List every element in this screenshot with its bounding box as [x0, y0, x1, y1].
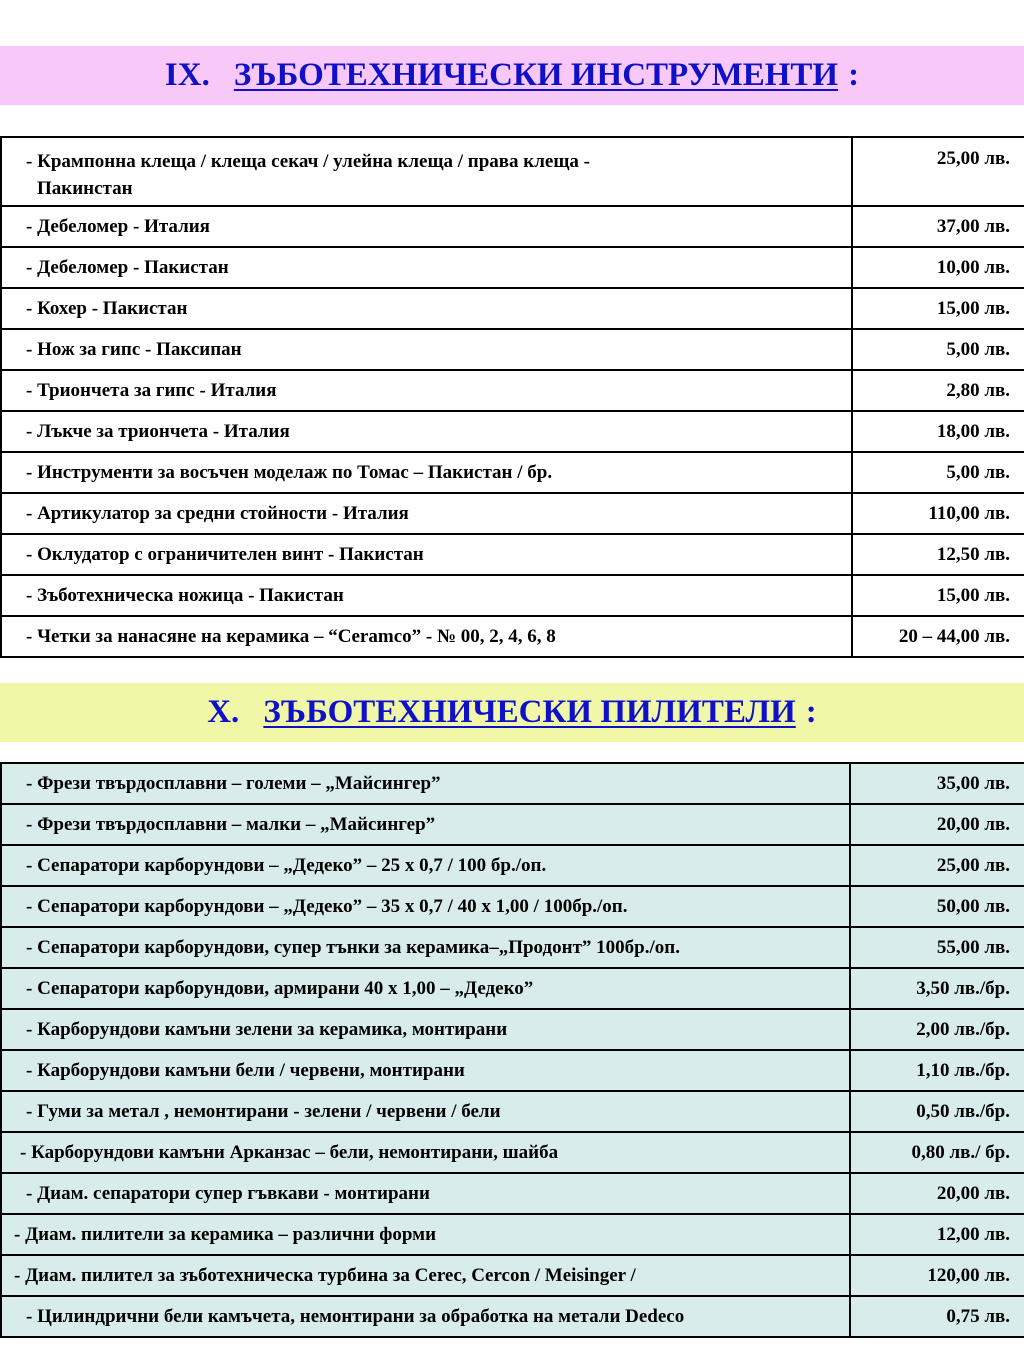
item-price: 1,10 лв./бр. — [850, 1050, 1024, 1091]
item-price: 35,00 лв. — [850, 763, 1024, 804]
table-row — [1, 370, 1024, 411]
item-name: - Цилиндрични бели камъчета, немонтирани за обработка на метали Dedeco — [1, 1296, 850, 1337]
item-name-line2: Пакинстан — [37, 178, 133, 199]
item-price: 10,00 лв. — [852, 247, 1024, 288]
table-row — [1, 616, 1024, 657]
item-name: - Диам. пилители за керамика – различни форми — [1, 1214, 850, 1255]
item-price: 110,00 лв. — [852, 493, 1024, 534]
item-name: - Зъботехническа ножица - Пакистан — [1, 575, 852, 616]
item-price: 25,00 лв. — [852, 137, 1024, 206]
table-row — [1, 493, 1024, 534]
item-name: - Гуми за метал , немонтирани - зелени / червени / бели — [1, 1091, 850, 1132]
item-price: 15,00 лв. — [852, 288, 1024, 329]
table-row — [1, 845, 1024, 886]
item-price: 2,00 лв./бр. — [850, 1009, 1024, 1050]
item-price: 15,00 лв. — [852, 575, 1024, 616]
table-row — [1, 1091, 1024, 1132]
item-name: - Диам. пилител за зъботехническа турбина за Cerec, Cercon / Meisinger / — [1, 1255, 850, 1296]
item-name: - Диам. сепаратори супер гъвкави - монтирани — [1, 1173, 850, 1214]
item-price: 18,00 лв. — [852, 411, 1024, 452]
item-name: - Сепаратори карборундови, супер тънки за керамика–„Продонт” 100бр./оп. — [1, 927, 850, 968]
section-colon: : — [805, 694, 817, 730]
table-row — [1, 1132, 1024, 1173]
item-price: 5,00 лв. — [852, 452, 1024, 493]
item-name: - Четки за нанасяне на керамика – “Ceramco” - № 00, 2, 4, 6, 8 — [1, 616, 852, 657]
item-name: - Дебеломер - Пакистан — [1, 247, 852, 288]
item-name: - Сепаратори карборундови – „Дедеко” – 25 х 0,7 / 100 бр./оп. — [1, 845, 850, 886]
table-row — [1, 1050, 1024, 1091]
item-name: - Инструменти за восъчен моделаж по Томас – Пакистан / бр. — [1, 452, 852, 493]
item-price: 37,00 лв. — [852, 206, 1024, 247]
item-price: 20,00 лв. — [850, 1173, 1024, 1214]
item-name — [1, 137, 852, 206]
section-heading-files — [0, 683, 1024, 742]
table-row — [1, 1296, 1024, 1337]
table-row — [1, 1255, 1024, 1296]
table-row — [1, 763, 1024, 804]
item-name: - Фрези твърдосплавни – големи – „Майсингер” — [1, 763, 850, 804]
item-name: - Карборундови камъни Арканзас – бели, немонтирани, шайба — [1, 1132, 850, 1173]
item-name: - Триончета за гипс - Италия — [1, 370, 852, 411]
table-row — [1, 329, 1024, 370]
section-number: X. — [207, 694, 240, 730]
item-name: - Артикулатор за средни стойности - Италия — [1, 493, 852, 534]
item-name: - Нож за гипс - Паксипан — [1, 329, 852, 370]
table-row — [1, 247, 1024, 288]
table-row — [1, 137, 1024, 206]
section-title: ЗЪБОТЕХНИЧЕСКИ ИНСТРУМЕНТИ — [233, 57, 839, 93]
item-price: 25,00 лв. — [850, 845, 1024, 886]
section-heading-instruments — [0, 46, 1024, 105]
item-price: 20,00 лв. — [850, 804, 1024, 845]
item-name: - Карборундови камъни бели / червени, монтирани — [1, 1050, 850, 1091]
files-price-table — [0, 762, 1024, 1338]
table-row — [1, 968, 1024, 1009]
item-name-line1: - Крампонна клеща / клеща секач / улейна клеща / права клеща - — [26, 151, 590, 172]
table-row — [1, 411, 1024, 452]
item-price: 5,00 лв. — [852, 329, 1024, 370]
item-price: 20 – 44,00 лв. — [852, 616, 1024, 657]
table-row — [1, 288, 1024, 329]
item-price: 2,80 лв. — [852, 370, 1024, 411]
item-price: 12,50 лв. — [852, 534, 1024, 575]
item-name: - Кохер - Пакистан — [1, 288, 852, 329]
item-name: - Сепаратори карборундови – „Дедеко” – 35 х 0,7 / 40 х 1,00 / 100бр./оп. — [1, 886, 850, 927]
item-price: 0,50 лв./бр. — [850, 1091, 1024, 1132]
item-name: - Дебеломер - Италия — [1, 206, 852, 247]
table-row — [1, 1173, 1024, 1214]
item-price: 120,00 лв. — [850, 1255, 1024, 1296]
table-row — [1, 575, 1024, 616]
table-row — [1, 804, 1024, 845]
instruments-price-table — [0, 136, 1024, 658]
table-row — [1, 1009, 1024, 1050]
item-price: 0,75 лв. — [850, 1296, 1024, 1337]
table-row — [1, 886, 1024, 927]
item-name: - Оклудатор с ограничителен винт - Пакистан — [1, 534, 852, 575]
item-name: - Фрези твърдосплавни – малки – „Майсингер” — [1, 804, 850, 845]
item-name: - Карборундови камъни зелени за керамика, монтирани — [1, 1009, 850, 1050]
table-row — [1, 452, 1024, 493]
item-name: - Лъкче за триончета - Италия — [1, 411, 852, 452]
item-price: 55,00 лв. — [850, 927, 1024, 968]
table-row — [1, 534, 1024, 575]
table-row — [1, 1214, 1024, 1255]
section-title: ЗЪБОТЕХНИЧЕСКИ ПИЛИТЕЛИ — [263, 694, 796, 730]
section-colon: : — [848, 57, 860, 93]
item-name: - Сепаратори карборундови, армирани 40 х 1,00 – „Дедеко” — [1, 968, 850, 1009]
section-number: IX. — [164, 57, 210, 93]
item-price: 50,00 лв. — [850, 886, 1024, 927]
table-row — [1, 206, 1024, 247]
table-row — [1, 927, 1024, 968]
item-price: 12,00 лв. — [850, 1214, 1024, 1255]
item-price: 0,80 лв./ бр. — [850, 1132, 1024, 1173]
item-price: 3,50 лв./бр. — [850, 968, 1024, 1009]
